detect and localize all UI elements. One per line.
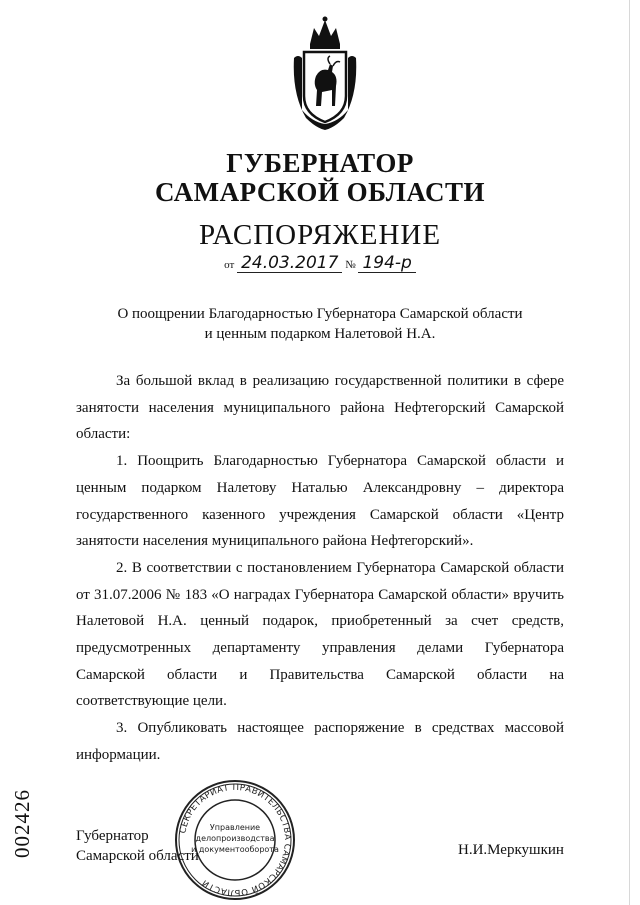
body-item-3: 3. Опубликовать настоящее распоряжение в средствах массовой информации. (76, 720, 564, 763)
document-subject (0, 304, 640, 344)
stamp-ring-text: СЕКРЕТАРИАТ ПРАВИТЕЛЬСТВА САМАРСКОЙ ОБЛАСТИ (178, 782, 293, 898)
stamp-center-line2: делопроизводства (195, 834, 275, 843)
org-title-line2: САМАРСКОЙ ОБЛАСТИ (154, 177, 486, 207)
document-number: 194-р (358, 254, 415, 273)
document-body (76, 368, 564, 769)
signatory-position-line2: Самарской области (76, 848, 199, 864)
document-date: 24.03.2017 (237, 254, 342, 273)
date-prefix: от (224, 259, 235, 271)
signatory-position (76, 826, 199, 866)
stamp-center-line3: и документооборота (191, 845, 279, 854)
page-edge-line (629, 0, 630, 905)
body-intro: За большой вклад в реализацию государственной политики в сфере занятости населения муниципального района Нефтегорский Самарской области: (76, 373, 564, 443)
signatory-position-line1: Губернатор (76, 828, 149, 844)
subject-line1: О поощрении Благодарностью Губернатора Самарской области (117, 306, 523, 322)
body-item-1: 1. Поощрить Благодарностью Губернатора Самарской области и ценным подарком Налетову Наталью Александровну – директора государственного казенного учреждения Самарской области «Центр занятости населения муниципального района Нефтегорский». (76, 453, 564, 550)
signatory-name: Н.И.Меркушкин (458, 842, 564, 858)
samara-coat-of-arms-icon (286, 14, 364, 132)
subject-line2: и ценным подарком Налетовой Н.А. (204, 326, 436, 342)
body-item-2: 2. В соответствии с постановлением Губернатора Самарской области от 31.07.2006 № 183 «О наградах Губернатора Самарской области» вручить Налетовой Н.А. ценный подарок, приобретенный за счет средств, предусмотренных департаменту управления делами Губернатора Самарской области и Правительства Самарской области на соответствующие цели. (76, 559, 564, 710)
stamp-center-line1: Управление (209, 823, 261, 832)
document-type-title: РАСПОРЯЖЕНИЕ (198, 219, 442, 251)
org-title-line1: ГУБЕРНАТОР (226, 148, 414, 178)
number-prefix: № (345, 259, 356, 271)
registration-line (0, 254, 640, 273)
margin-registration-number: 002426 (10, 789, 34, 858)
